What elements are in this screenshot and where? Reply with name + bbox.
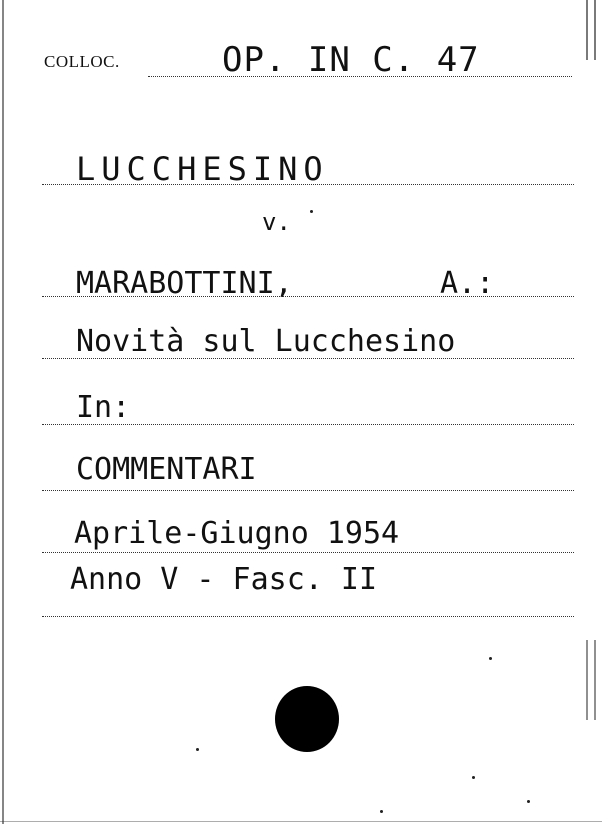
shelf-mark: OP. IN C. 47	[222, 40, 480, 80]
punch-hole	[275, 686, 339, 752]
subject-heading: LUCCHESINO	[76, 150, 329, 188]
journal-title: COMMENTARI	[76, 452, 257, 487]
ink-speck	[472, 776, 475, 779]
ink-speck	[527, 800, 530, 803]
card-bottom-edge	[0, 821, 602, 822]
ruled-line	[42, 296, 574, 297]
ink-speck	[310, 210, 313, 213]
author-initial: A.:	[440, 266, 495, 301]
ink-speck	[196, 748, 199, 751]
author-surname: MARABOTTINI,	[76, 266, 293, 301]
card-right-edge-mark	[594, 0, 596, 60]
card-right-edge-mark	[586, 0, 588, 60]
publication-date: Aprile-Giugno 1954	[74, 516, 400, 551]
colloc-rule	[148, 76, 572, 77]
ink-speck	[489, 657, 492, 660]
ruled-line	[42, 358, 574, 359]
card-right-edge-mark	[586, 640, 588, 720]
ruled-line	[42, 616, 574, 617]
in-label: In:	[76, 390, 131, 425]
ruled-line	[42, 424, 574, 425]
ink-speck	[380, 810, 383, 813]
card-left-edge	[2, 0, 4, 824]
work-title: Novità sul Lucchesino	[76, 324, 456, 359]
colloc-label: COLLOC.	[44, 52, 120, 71]
ruled-line	[42, 552, 574, 553]
ruled-line	[42, 184, 574, 185]
ruled-line	[42, 490, 574, 491]
see-reference: v.	[262, 208, 291, 236]
issue-info: Anno V - Fasc. II	[70, 562, 378, 597]
card-right-edge-mark	[594, 640, 596, 720]
